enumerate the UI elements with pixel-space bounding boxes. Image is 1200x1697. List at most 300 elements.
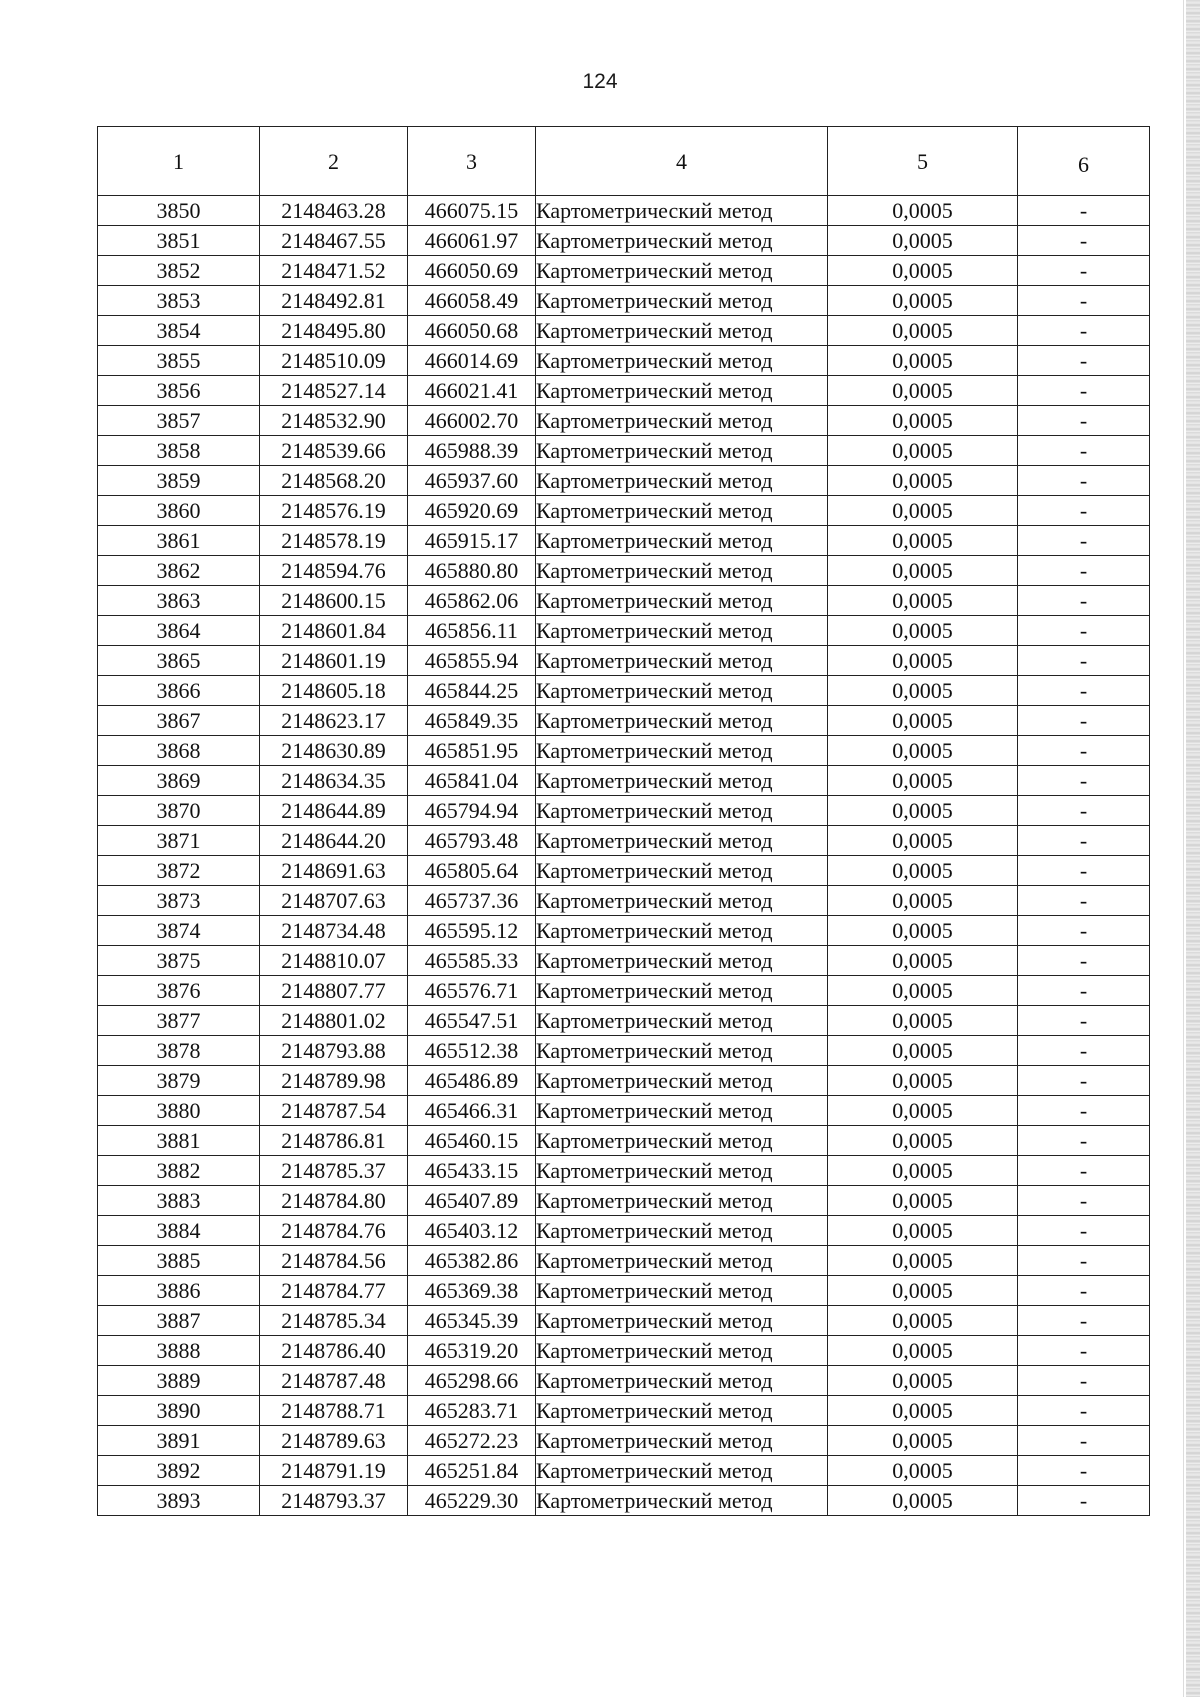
x-coordinate-cell: 2148784.76 bbox=[260, 1216, 408, 1246]
y-coordinate-cell: 465937.60 bbox=[408, 466, 536, 496]
y-coordinate-cell: 465298.66 bbox=[408, 1366, 536, 1396]
accuracy-cell: 0,0005 bbox=[828, 1096, 1018, 1126]
note-cell: - bbox=[1018, 646, 1150, 676]
accuracy-cell: 0,0005 bbox=[828, 1396, 1018, 1426]
point-number-cell: 3871 bbox=[98, 826, 260, 856]
method-cell: Картометрический метод bbox=[536, 976, 828, 1006]
header-row bbox=[98, 127, 1150, 196]
y-coordinate-cell: 465403.12 bbox=[408, 1216, 536, 1246]
point-number-cell: 3880 bbox=[98, 1096, 260, 1126]
table-row bbox=[98, 736, 1150, 766]
x-coordinate-cell: 2148601.19 bbox=[260, 646, 408, 676]
column-header-5: 5 bbox=[828, 127, 1018, 196]
table-row bbox=[98, 196, 1150, 226]
y-coordinate-cell: 465319.20 bbox=[408, 1336, 536, 1366]
accuracy-cell: 0,0005 bbox=[828, 796, 1018, 826]
point-number-cell: 3861 bbox=[98, 526, 260, 556]
accuracy-cell: 0,0005 bbox=[828, 286, 1018, 316]
method-cell: Картометрический метод bbox=[536, 556, 828, 586]
y-coordinate-cell: 465272.23 bbox=[408, 1426, 536, 1456]
accuracy-cell: 0,0005 bbox=[828, 1186, 1018, 1216]
note-cell: - bbox=[1018, 946, 1150, 976]
x-coordinate-cell: 2148510.09 bbox=[260, 346, 408, 376]
note-cell: - bbox=[1018, 1036, 1150, 1066]
table-row bbox=[98, 916, 1150, 946]
y-coordinate-cell: 465251.84 bbox=[408, 1456, 536, 1486]
note-cell: - bbox=[1018, 706, 1150, 736]
x-coordinate-cell: 2148786.81 bbox=[260, 1126, 408, 1156]
method-cell: Картометрический метод bbox=[536, 1426, 828, 1456]
y-coordinate-cell: 465512.38 bbox=[408, 1036, 536, 1066]
note-cell: - bbox=[1018, 406, 1150, 436]
method-cell: Картометрический метод bbox=[536, 466, 828, 496]
x-coordinate-cell: 2148623.17 bbox=[260, 706, 408, 736]
point-number-cell: 3889 bbox=[98, 1366, 260, 1396]
accuracy-cell: 0,0005 bbox=[828, 1156, 1018, 1186]
method-cell: Картометрический метод bbox=[536, 1126, 828, 1156]
note-cell: - bbox=[1018, 496, 1150, 526]
column-header-6: 6 bbox=[1018, 127, 1150, 196]
note-cell: - bbox=[1018, 1396, 1150, 1426]
note-cell: - bbox=[1018, 256, 1150, 286]
method-cell: Картометрический метод bbox=[536, 1486, 828, 1516]
note-cell: - bbox=[1018, 1096, 1150, 1126]
table-row bbox=[98, 1336, 1150, 1366]
table-row bbox=[98, 1096, 1150, 1126]
y-coordinate-cell: 466050.68 bbox=[408, 316, 536, 346]
x-coordinate-cell: 2148789.63 bbox=[260, 1426, 408, 1456]
method-cell: Картометрический метод bbox=[536, 766, 828, 796]
accuracy-cell: 0,0005 bbox=[828, 226, 1018, 256]
x-coordinate-cell: 2148634.35 bbox=[260, 766, 408, 796]
table-row bbox=[98, 1306, 1150, 1336]
y-coordinate-cell: 465229.30 bbox=[408, 1486, 536, 1516]
point-number-cell: 3876 bbox=[98, 976, 260, 1006]
method-cell: Картометрический метод bbox=[536, 256, 828, 286]
accuracy-cell: 0,0005 bbox=[828, 946, 1018, 976]
y-coordinate-cell: 465793.48 bbox=[408, 826, 536, 856]
table-row bbox=[98, 646, 1150, 676]
x-coordinate-cell: 2148788.71 bbox=[260, 1396, 408, 1426]
y-coordinate-cell: 465345.39 bbox=[408, 1306, 536, 1336]
x-coordinate-cell: 2148605.18 bbox=[260, 676, 408, 706]
page-number: 124 bbox=[582, 70, 618, 93]
y-coordinate-cell: 465547.51 bbox=[408, 1006, 536, 1036]
table-row bbox=[98, 346, 1150, 376]
x-coordinate-cell: 2148810.07 bbox=[260, 946, 408, 976]
method-cell: Картометрический метод bbox=[536, 1066, 828, 1096]
point-number-cell: 3862 bbox=[98, 556, 260, 586]
y-coordinate-cell: 465382.86 bbox=[408, 1246, 536, 1276]
accuracy-cell: 0,0005 bbox=[828, 646, 1018, 676]
method-cell: Картометрический метод bbox=[536, 286, 828, 316]
x-coordinate-cell: 2148785.34 bbox=[260, 1306, 408, 1336]
point-number-cell: 3875 bbox=[98, 946, 260, 976]
x-coordinate-cell: 2148787.48 bbox=[260, 1366, 408, 1396]
y-coordinate-cell: 465915.17 bbox=[408, 526, 536, 556]
y-coordinate-cell: 465486.89 bbox=[408, 1066, 536, 1096]
method-cell: Картометрический метод bbox=[536, 1366, 828, 1396]
accuracy-cell: 0,0005 bbox=[828, 1066, 1018, 1096]
y-coordinate-cell: 465856.11 bbox=[408, 616, 536, 646]
y-coordinate-cell: 465595.12 bbox=[408, 916, 536, 946]
point-number-cell: 3873 bbox=[98, 886, 260, 916]
y-coordinate-cell: 465805.64 bbox=[408, 856, 536, 886]
accuracy-cell: 0,0005 bbox=[828, 496, 1018, 526]
method-cell: Картометрический метод bbox=[536, 1246, 828, 1276]
point-number-cell: 3864 bbox=[98, 616, 260, 646]
point-number-cell: 3882 bbox=[98, 1156, 260, 1186]
note-cell: - bbox=[1018, 976, 1150, 1006]
accuracy-cell: 0,0005 bbox=[828, 1216, 1018, 1246]
y-coordinate-cell: 465369.38 bbox=[408, 1276, 536, 1306]
accuracy-cell: 0,0005 bbox=[828, 1006, 1018, 1036]
point-number-cell: 3887 bbox=[98, 1306, 260, 1336]
method-cell: Картометрический метод bbox=[536, 526, 828, 556]
x-coordinate-cell: 2148568.20 bbox=[260, 466, 408, 496]
method-cell: Картометрический метод bbox=[536, 1456, 828, 1486]
point-number-cell: 3858 bbox=[98, 436, 260, 466]
column-header-4: 4 bbox=[536, 127, 828, 196]
point-number-cell: 3874 bbox=[98, 916, 260, 946]
x-coordinate-cell: 2148734.48 bbox=[260, 916, 408, 946]
accuracy-cell: 0,0005 bbox=[828, 856, 1018, 886]
accuracy-cell: 0,0005 bbox=[828, 586, 1018, 616]
accuracy-cell: 0,0005 bbox=[828, 676, 1018, 706]
note-cell: - bbox=[1018, 736, 1150, 766]
note-cell: - bbox=[1018, 586, 1150, 616]
note-cell: - bbox=[1018, 1456, 1150, 1486]
point-number-cell: 3879 bbox=[98, 1066, 260, 1096]
accuracy-cell: 0,0005 bbox=[828, 736, 1018, 766]
table-row bbox=[98, 1276, 1150, 1306]
x-coordinate-cell: 2148492.81 bbox=[260, 286, 408, 316]
note-cell: - bbox=[1018, 226, 1150, 256]
scan-edge-line bbox=[1183, 0, 1184, 1697]
accuracy-cell: 0,0005 bbox=[828, 436, 1018, 466]
table-row bbox=[98, 1006, 1150, 1036]
point-number-cell: 3891 bbox=[98, 1426, 260, 1456]
point-number-cell: 3886 bbox=[98, 1276, 260, 1306]
table-row bbox=[98, 1366, 1150, 1396]
method-cell: Картометрический метод bbox=[536, 1216, 828, 1246]
table-row bbox=[98, 1396, 1150, 1426]
table-row bbox=[98, 796, 1150, 826]
y-coordinate-cell: 466058.49 bbox=[408, 286, 536, 316]
accuracy-cell: 0,0005 bbox=[828, 466, 1018, 496]
y-coordinate-cell: 465576.71 bbox=[408, 976, 536, 1006]
accuracy-cell: 0,0005 bbox=[828, 556, 1018, 586]
point-number-cell: 3878 bbox=[98, 1036, 260, 1066]
x-coordinate-cell: 2148793.37 bbox=[260, 1486, 408, 1516]
point-number-cell: 3870 bbox=[98, 796, 260, 826]
table-row bbox=[98, 406, 1150, 436]
x-coordinate-cell: 2148644.20 bbox=[260, 826, 408, 856]
table-row bbox=[98, 1186, 1150, 1216]
note-cell: - bbox=[1018, 1306, 1150, 1336]
column-header-2: 2 bbox=[260, 127, 408, 196]
accuracy-cell: 0,0005 bbox=[828, 1336, 1018, 1366]
x-coordinate-cell: 2148784.80 bbox=[260, 1186, 408, 1216]
x-coordinate-cell: 2148691.63 bbox=[260, 856, 408, 886]
x-coordinate-cell: 2148785.37 bbox=[260, 1156, 408, 1186]
x-coordinate-cell: 2148539.66 bbox=[260, 436, 408, 466]
note-cell: - bbox=[1018, 376, 1150, 406]
method-cell: Картометрический метод bbox=[536, 646, 828, 676]
point-number-cell: 3884 bbox=[98, 1216, 260, 1246]
point-number-cell: 3890 bbox=[98, 1396, 260, 1426]
table-row bbox=[98, 496, 1150, 526]
method-cell: Картометрический метод bbox=[536, 586, 828, 616]
x-coordinate-cell: 2148527.14 bbox=[260, 376, 408, 406]
accuracy-cell: 0,0005 bbox=[828, 1036, 1018, 1066]
accuracy-cell: 0,0005 bbox=[828, 256, 1018, 286]
table-row bbox=[98, 1066, 1150, 1096]
x-coordinate-cell: 2148644.89 bbox=[260, 796, 408, 826]
note-cell: - bbox=[1018, 826, 1150, 856]
y-coordinate-cell: 465841.04 bbox=[408, 766, 536, 796]
point-number-cell: 3860 bbox=[98, 496, 260, 526]
point-number-cell: 3881 bbox=[98, 1126, 260, 1156]
y-coordinate-cell: 466075.15 bbox=[408, 196, 536, 226]
method-cell: Картометрический метод bbox=[536, 796, 828, 826]
table-row bbox=[98, 1036, 1150, 1066]
table-row bbox=[98, 886, 1150, 916]
x-coordinate-cell: 2148789.98 bbox=[260, 1066, 408, 1096]
note-cell: - bbox=[1018, 1216, 1150, 1246]
note-cell: - bbox=[1018, 1276, 1150, 1306]
method-cell: Картометрический метод bbox=[536, 886, 828, 916]
x-coordinate-cell: 2148630.89 bbox=[260, 736, 408, 766]
table-row bbox=[98, 376, 1150, 406]
table-row bbox=[98, 856, 1150, 886]
point-number-cell: 3863 bbox=[98, 586, 260, 616]
method-cell: Картометрический метод bbox=[536, 916, 828, 946]
point-number-cell: 3851 bbox=[98, 226, 260, 256]
y-coordinate-cell: 465844.25 bbox=[408, 676, 536, 706]
accuracy-cell: 0,0005 bbox=[828, 1276, 1018, 1306]
method-cell: Картометрический метод bbox=[536, 1036, 828, 1066]
method-cell: Картометрический метод bbox=[536, 676, 828, 706]
y-coordinate-cell: 465920.69 bbox=[408, 496, 536, 526]
point-number-cell: 3893 bbox=[98, 1486, 260, 1516]
y-coordinate-cell: 466050.69 bbox=[408, 256, 536, 286]
accuracy-cell: 0,0005 bbox=[828, 1246, 1018, 1276]
x-coordinate-cell: 2148787.54 bbox=[260, 1096, 408, 1126]
method-cell: Картометрический метод bbox=[536, 616, 828, 646]
method-cell: Картометрический метод bbox=[536, 826, 828, 856]
method-cell: Картометрический метод bbox=[536, 1156, 828, 1186]
table-row bbox=[98, 1426, 1150, 1456]
x-coordinate-cell: 2148793.88 bbox=[260, 1036, 408, 1066]
method-cell: Картометрический метод bbox=[536, 376, 828, 406]
accuracy-cell: 0,0005 bbox=[828, 376, 1018, 406]
accuracy-cell: 0,0005 bbox=[828, 616, 1018, 646]
column-header-1: 1 bbox=[98, 127, 260, 196]
y-coordinate-cell: 465407.89 bbox=[408, 1186, 536, 1216]
point-number-cell: 3888 bbox=[98, 1336, 260, 1366]
y-coordinate-cell: 465855.94 bbox=[408, 646, 536, 676]
point-number-cell: 3867 bbox=[98, 706, 260, 736]
accuracy-cell: 0,0005 bbox=[828, 916, 1018, 946]
method-cell: Картометрический метод bbox=[536, 946, 828, 976]
y-coordinate-cell: 466061.97 bbox=[408, 226, 536, 256]
point-number-cell: 3855 bbox=[98, 346, 260, 376]
note-cell: - bbox=[1018, 886, 1150, 916]
point-number-cell: 3854 bbox=[98, 316, 260, 346]
y-coordinate-cell: 465585.33 bbox=[408, 946, 536, 976]
table-row bbox=[98, 256, 1150, 286]
y-coordinate-cell: 466002.70 bbox=[408, 406, 536, 436]
x-coordinate-cell: 2148801.02 bbox=[260, 1006, 408, 1036]
y-coordinate-cell: 466014.69 bbox=[408, 346, 536, 376]
accuracy-cell: 0,0005 bbox=[828, 1456, 1018, 1486]
point-number-cell: 3869 bbox=[98, 766, 260, 796]
accuracy-cell: 0,0005 bbox=[828, 976, 1018, 1006]
table-row bbox=[98, 616, 1150, 646]
accuracy-cell: 0,0005 bbox=[828, 1426, 1018, 1456]
x-coordinate-cell: 2148578.19 bbox=[260, 526, 408, 556]
x-coordinate-cell: 2148784.56 bbox=[260, 1246, 408, 1276]
accuracy-cell: 0,0005 bbox=[828, 706, 1018, 736]
point-number-cell: 3859 bbox=[98, 466, 260, 496]
method-cell: Картометрический метод bbox=[536, 1096, 828, 1126]
x-coordinate-cell: 2148707.63 bbox=[260, 886, 408, 916]
note-cell: - bbox=[1018, 616, 1150, 646]
point-number-cell: 3850 bbox=[98, 196, 260, 226]
point-number-cell: 3853 bbox=[98, 286, 260, 316]
table-row bbox=[98, 316, 1150, 346]
point-number-cell: 3856 bbox=[98, 376, 260, 406]
x-coordinate-cell: 2148467.55 bbox=[260, 226, 408, 256]
y-coordinate-cell: 465988.39 bbox=[408, 436, 536, 466]
point-number-cell: 3865 bbox=[98, 646, 260, 676]
accuracy-cell: 0,0005 bbox=[828, 1486, 1018, 1516]
note-cell: - bbox=[1018, 466, 1150, 496]
note-cell: - bbox=[1018, 556, 1150, 586]
accuracy-cell: 0,0005 bbox=[828, 346, 1018, 376]
method-cell: Картометрический метод bbox=[536, 226, 828, 256]
table-body bbox=[98, 196, 1150, 1516]
accuracy-cell: 0,0005 bbox=[828, 886, 1018, 916]
x-coordinate-cell: 2148576.19 bbox=[260, 496, 408, 526]
method-cell: Картометрический метод bbox=[536, 1006, 828, 1036]
y-coordinate-cell: 465460.15 bbox=[408, 1126, 536, 1156]
y-coordinate-cell: 465737.36 bbox=[408, 886, 536, 916]
note-cell: - bbox=[1018, 1426, 1150, 1456]
table-row bbox=[98, 526, 1150, 556]
accuracy-cell: 0,0005 bbox=[828, 1366, 1018, 1396]
table-row bbox=[98, 286, 1150, 316]
y-coordinate-cell: 465851.95 bbox=[408, 736, 536, 766]
table-row bbox=[98, 706, 1150, 736]
note-cell: - bbox=[1018, 1156, 1150, 1186]
note-cell: - bbox=[1018, 436, 1150, 466]
x-coordinate-cell: 2148594.76 bbox=[260, 556, 408, 586]
y-coordinate-cell: 465794.94 bbox=[408, 796, 536, 826]
table-row bbox=[98, 826, 1150, 856]
x-coordinate-cell: 2148601.84 bbox=[260, 616, 408, 646]
method-cell: Картометрический метод bbox=[536, 856, 828, 886]
point-number-cell: 3868 bbox=[98, 736, 260, 766]
method-cell: Картометрический метод bbox=[536, 1396, 828, 1426]
table-row bbox=[98, 766, 1150, 796]
table-row bbox=[98, 1156, 1150, 1186]
note-cell: - bbox=[1018, 766, 1150, 796]
method-cell: Картометрический метод bbox=[536, 436, 828, 466]
method-cell: Картометрический метод bbox=[536, 706, 828, 736]
method-cell: Картометрический метод bbox=[536, 736, 828, 766]
method-cell: Картометрический метод bbox=[536, 406, 828, 436]
note-cell: - bbox=[1018, 1246, 1150, 1276]
y-coordinate-cell: 465862.06 bbox=[408, 586, 536, 616]
note-cell: - bbox=[1018, 1006, 1150, 1036]
accuracy-cell: 0,0005 bbox=[828, 316, 1018, 346]
method-cell: Картометрический метод bbox=[536, 496, 828, 526]
point-number-cell: 3872 bbox=[98, 856, 260, 886]
table-row bbox=[98, 976, 1150, 1006]
accuracy-cell: 0,0005 bbox=[828, 1306, 1018, 1336]
point-number-cell: 3892 bbox=[98, 1456, 260, 1486]
method-cell: Картометрический метод bbox=[536, 346, 828, 376]
note-cell: - bbox=[1018, 1126, 1150, 1156]
y-coordinate-cell: 465466.31 bbox=[408, 1096, 536, 1126]
note-cell: - bbox=[1018, 316, 1150, 346]
coordinates-table bbox=[97, 126, 1150, 1516]
x-coordinate-cell: 2148495.80 bbox=[260, 316, 408, 346]
accuracy-cell: 0,0005 bbox=[828, 1126, 1018, 1156]
method-cell: Картометрический метод bbox=[536, 1336, 828, 1366]
method-cell: Картометрический метод bbox=[536, 196, 828, 226]
point-number-cell: 3877 bbox=[98, 1006, 260, 1036]
method-cell: Картометрический метод bbox=[536, 1276, 828, 1306]
point-number-cell: 3852 bbox=[98, 256, 260, 286]
x-coordinate-cell: 2148786.40 bbox=[260, 1336, 408, 1366]
accuracy-cell: 0,0005 bbox=[828, 526, 1018, 556]
note-cell: - bbox=[1018, 1336, 1150, 1366]
x-coordinate-cell: 2148532.90 bbox=[260, 406, 408, 436]
note-cell: - bbox=[1018, 1066, 1150, 1096]
column-header-3: 3 bbox=[408, 127, 536, 196]
table-row bbox=[98, 466, 1150, 496]
note-cell: - bbox=[1018, 526, 1150, 556]
table-row bbox=[98, 1486, 1150, 1516]
note-cell: - bbox=[1018, 856, 1150, 886]
x-coordinate-cell: 2148471.52 bbox=[260, 256, 408, 286]
x-coordinate-cell: 2148791.19 bbox=[260, 1456, 408, 1486]
x-coordinate-cell: 2148463.28 bbox=[260, 196, 408, 226]
y-coordinate-cell: 465880.80 bbox=[408, 556, 536, 586]
note-cell: - bbox=[1018, 346, 1150, 376]
note-cell: - bbox=[1018, 1486, 1150, 1516]
accuracy-cell: 0,0005 bbox=[828, 196, 1018, 226]
y-coordinate-cell: 466021.41 bbox=[408, 376, 536, 406]
x-coordinate-cell: 2148784.77 bbox=[260, 1276, 408, 1306]
table-row bbox=[98, 1456, 1150, 1486]
y-coordinate-cell: 465849.35 bbox=[408, 706, 536, 736]
scan-edge bbox=[1186, 0, 1200, 1697]
x-coordinate-cell: 2148600.15 bbox=[260, 586, 408, 616]
table-row bbox=[98, 556, 1150, 586]
table-row bbox=[98, 1216, 1150, 1246]
table-row bbox=[98, 1126, 1150, 1156]
note-cell: - bbox=[1018, 196, 1150, 226]
note-cell: - bbox=[1018, 1366, 1150, 1396]
point-number-cell: 3885 bbox=[98, 1246, 260, 1276]
table-row bbox=[98, 586, 1150, 616]
method-cell: Картометрический метод bbox=[536, 316, 828, 346]
note-cell: - bbox=[1018, 916, 1150, 946]
